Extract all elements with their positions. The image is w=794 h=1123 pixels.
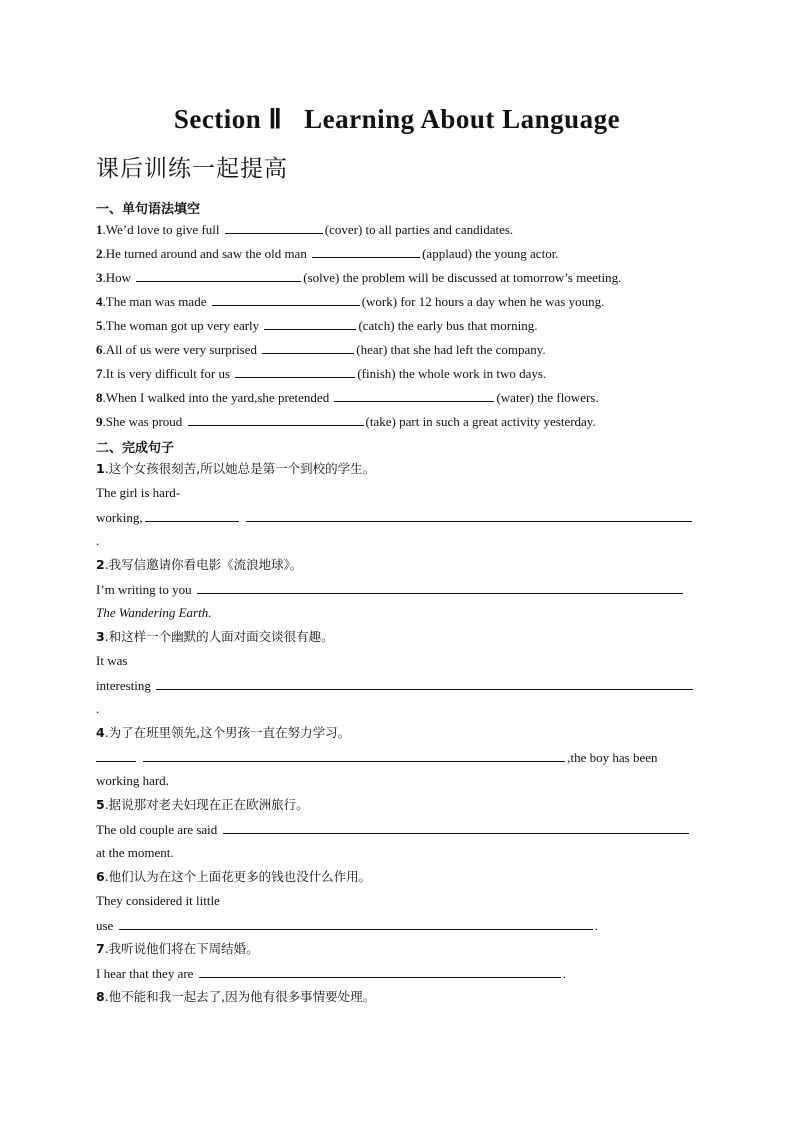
exercise-1-2: 2.He turned around and saw the old man (applaud) the young actor.: [96, 246, 559, 261]
exercise-1-8: 8.When I walked into the yard,she pretended (water) the flowers.: [96, 390, 599, 405]
answer-blank[interactable]: [334, 389, 494, 402]
exercise-1-6: 6.All of us were very surprised (hear) that she had left the company.: [96, 342, 546, 357]
section-heading-complete-sentences: 二、完成句子: [96, 441, 175, 456]
exercise-2-5-en-line1: The old couple are said: [96, 821, 691, 838]
exercise-1-5: 5.The woman got up very early (catch) the early bus that morning.: [96, 318, 538, 333]
exercise-1-3: 3.How (solve) the problem will be discussed at tomorrow’s meeting.: [96, 270, 622, 285]
exercise-2-4-en-line1: ,the boy has been: [96, 749, 658, 766]
answer-blank[interactable]: [262, 341, 354, 354]
answer-blank[interactable]: [264, 317, 356, 330]
answer-blank[interactable]: [199, 965, 561, 978]
answer-blank[interactable]: [197, 581, 683, 594]
exercise-2-5-prompt: 5.据说那对老夫妇现在正在欧洲旅行。: [96, 797, 309, 812]
exercise-2-8-prompt: 8.他不能和我一起去了,因为他有很多事情要处理。: [96, 989, 376, 1004]
exercise-2-6-prompt: 6.他们认为在这个上面花更多的钱也没什么作用。: [96, 869, 372, 884]
exercise-2-3-en-line2: interesting: [96, 677, 695, 694]
movie-title-italic: The Wandering Earth.: [96, 605, 212, 620]
exercise-2-3-en-line1: It was: [96, 653, 128, 668]
exercise-2-2-prompt: 2.我写信邀请你看电影《流浪地球》。: [96, 557, 303, 572]
exercise-2-1-end: .: [96, 533, 100, 548]
section-heading-grammar: 一、单句语法填空: [96, 202, 201, 217]
answer-blank[interactable]: [119, 917, 593, 930]
answer-blank[interactable]: [136, 269, 301, 282]
exercise-2-5-en-line2: at the moment.: [96, 845, 174, 860]
exercise-2-7-en-line1: I hear that they are .: [96, 966, 566, 981]
page-title: Section Ⅱ Learning About Language: [173, 104, 621, 134]
exercise-2-1-en-line2: working,: [96, 509, 694, 526]
exercise-1-1: 1.We’d love to give full (cover) to all parties and candidates.: [96, 222, 514, 237]
exercise-2-4-en-line2: working hard.: [96, 773, 169, 788]
exercise-2-6-en-line2: use .: [96, 918, 598, 933]
exercise-2-3-prompt: 3.和这样一个幽默的人面对面交谈很有趣。: [96, 629, 334, 644]
exercise-2-1-prompt: 1.这个女孩很刻苦,所以她总是第一个到校的学生。: [96, 461, 376, 476]
answer-blank[interactable]: [223, 821, 689, 834]
answer-blank[interactable]: [235, 365, 355, 378]
exercise-2-7-prompt: 7.我听说他们将在下周结婚。: [96, 941, 259, 956]
exercise-2-4-prompt: 4.为了在班里领先,这个男孩一直在努力学习。: [96, 725, 351, 740]
exercise-1-7: 7.It is very difficult for us (finish) the whole work in two days.: [96, 366, 547, 381]
answer-blank[interactable]: [246, 509, 692, 522]
exercise-1-4: 4.The man was made (work) for 12 hours a day when he was young.: [96, 294, 605, 309]
answer-blank[interactable]: [96, 749, 136, 762]
answer-blank[interactable]: [145, 509, 239, 522]
exercise-2-1-en-line1: The girl is hard-: [96, 485, 181, 500]
answer-blank[interactable]: [312, 245, 420, 258]
answer-blank[interactable]: [143, 749, 565, 762]
exercise-2-2-en-line1: I’m writing to you: [96, 581, 685, 598]
answer-blank[interactable]: [225, 221, 323, 234]
page-subtitle: 课后训练一起提高: [96, 156, 288, 182]
exercise-1-9: 9.She was proud (take) part in such a great activity yesterday.: [96, 414, 596, 429]
exercise-2-6-en-line1: They considered it little: [96, 893, 220, 908]
exercise-2-3-end: .: [96, 701, 100, 716]
answer-blank[interactable]: [212, 293, 360, 306]
answer-blank[interactable]: [156, 677, 693, 690]
answer-blank[interactable]: [188, 413, 364, 426]
